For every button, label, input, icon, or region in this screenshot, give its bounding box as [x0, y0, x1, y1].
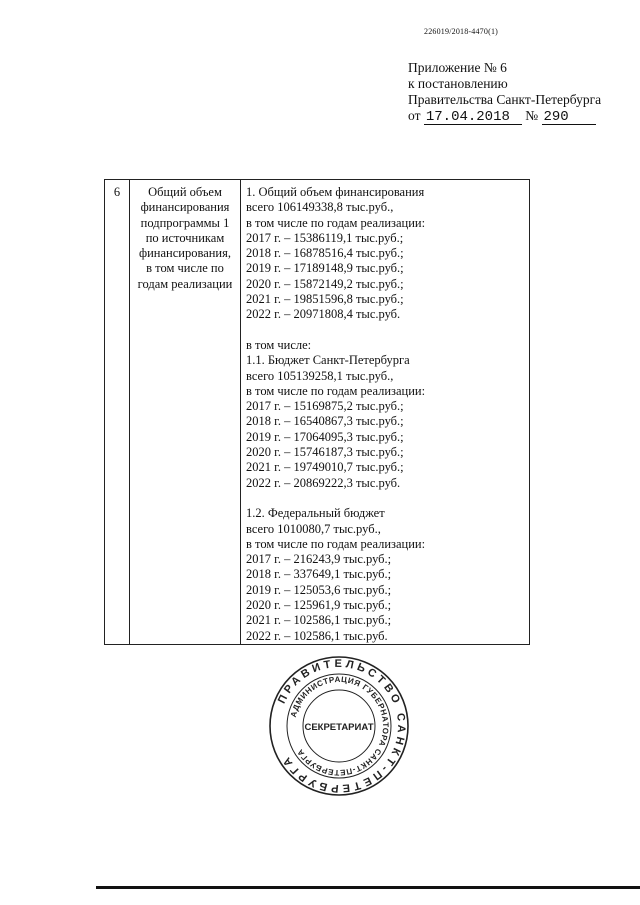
title-line: Общий объем	[148, 185, 222, 199]
row-title-cell	[130, 180, 241, 645]
total-line: 2019 г. – 17189148,9 тыс.руб.;	[246, 261, 404, 276]
city-budget-line: 2022 г. – 20869222,3 тыс.руб.	[246, 475, 401, 490]
total-line: 2018 г. – 16878516,4 тыс.руб.;	[246, 246, 404, 261]
city-budget-line: 2017 г. – 15169875,2 тыс.руб.;	[246, 399, 404, 414]
title-line: подпрограммы 1	[140, 215, 230, 230]
city-budget-line: всего 105139258,1 тыс.руб.,	[246, 368, 394, 383]
federal-budget-line: 1.2. Федеральный бюджет	[246, 506, 385, 521]
federal-budget-line: всего 1010080,7 тыс.руб.,	[246, 521, 381, 536]
total-line: 1. Общий объем финансирования	[246, 185, 425, 199]
row-number: 6	[113, 185, 121, 199]
federal-budget-line: 2019 г. – 125053,6 тыс.руб.;	[246, 582, 392, 597]
city-budget-line: 2021 г. – 19749010,7 тыс.руб.;	[246, 460, 404, 475]
federal-budget-line: 2020 г. – 125961,9 тыс.руб.;	[246, 598, 392, 613]
appendix-line-3: Правительства Санкт-Петербурга	[408, 92, 602, 107]
financing-table	[104, 179, 530, 645]
seal-center-text: СЕКРЕТАРИАТ	[304, 722, 374, 733]
total-line: 2017 г. – 15386119,1 тыс.руб.;	[246, 230, 404, 245]
federal-budget-block	[246, 506, 525, 644]
appendix-header	[408, 60, 601, 125]
appendix-date-line	[408, 108, 601, 125]
seal-outer-text: ПРАВИТЕЛЬСТВО САНКТ-ПЕТЕРБУРГА	[275, 657, 408, 795]
total-line: 2020 г. – 15872149,2 тыс.руб.;	[246, 276, 404, 291]
seal-inner-text: АДМИНИСТРАЦИЯ ГУБЕРНАТОРА САНКТ-ПЕТЕРБУРГА	[288, 674, 391, 778]
total-line: 2022 г. – 20971808,4 тыс.руб.	[246, 307, 401, 322]
total-line: в том числе по годам реализации:	[246, 215, 426, 230]
resolution-number: 290	[542, 111, 596, 125]
date-prefix: от	[408, 108, 421, 123]
federal-budget-line: 2022 г. – 102586,1 тыс.руб.	[246, 628, 388, 643]
table-row	[105, 180, 530, 645]
title-line: по источникам	[145, 230, 225, 245]
financing-details-cell	[241, 180, 530, 645]
title-line: в том числе по	[146, 261, 224, 276]
city-budget-line: в том числе по годам реализации:	[246, 383, 426, 398]
title-line: годам реализации	[137, 276, 233, 291]
city-budget-block	[246, 353, 525, 491]
federal-budget-line: 2021 г. – 102586,1 тыс.руб.;	[246, 613, 392, 628]
total-line: 2021 г. – 19851596,8 тыс.руб.;	[246, 292, 404, 307]
including-label: в том числе:	[246, 337, 312, 352]
title-line: финансирования	[140, 200, 230, 215]
federal-budget-line: в том числе по годам реализации:	[246, 536, 426, 551]
document-number: 226019/2018-4470(1)	[424, 27, 499, 36]
total-financing-block	[246, 185, 525, 323]
resolution-date: 17.04.2018	[424, 111, 522, 125]
row-number-cell	[105, 180, 130, 645]
federal-budget-line: 2018 г. – 337649,1 тыс.руб.;	[246, 567, 392, 582]
title-line: финансирования,	[139, 246, 231, 261]
city-budget-line: 2019 г. – 17064095,3 тыс.руб.;	[246, 429, 404, 444]
city-budget-line: 1.1. Бюджет Санкт-Петербурга	[246, 353, 410, 368]
appendix-line-2: к постановлению	[408, 76, 508, 91]
total-line: всего 106149338,8 тыс.руб.,	[246, 200, 394, 215]
bottom-border-line	[96, 886, 640, 889]
city-budget-line: 2018 г. – 16540867,3 тыс.руб.;	[246, 414, 404, 429]
city-budget-line: 2020 г. – 15746187,3 тыс.руб.;	[246, 445, 404, 460]
number-prefix: №	[525, 108, 539, 123]
secretariat-seal	[268, 655, 410, 797]
appendix-line-1: Приложение № 6	[408, 60, 507, 75]
federal-budget-line: 2017 г. – 216243,9 тыс.руб.;	[246, 552, 392, 567]
